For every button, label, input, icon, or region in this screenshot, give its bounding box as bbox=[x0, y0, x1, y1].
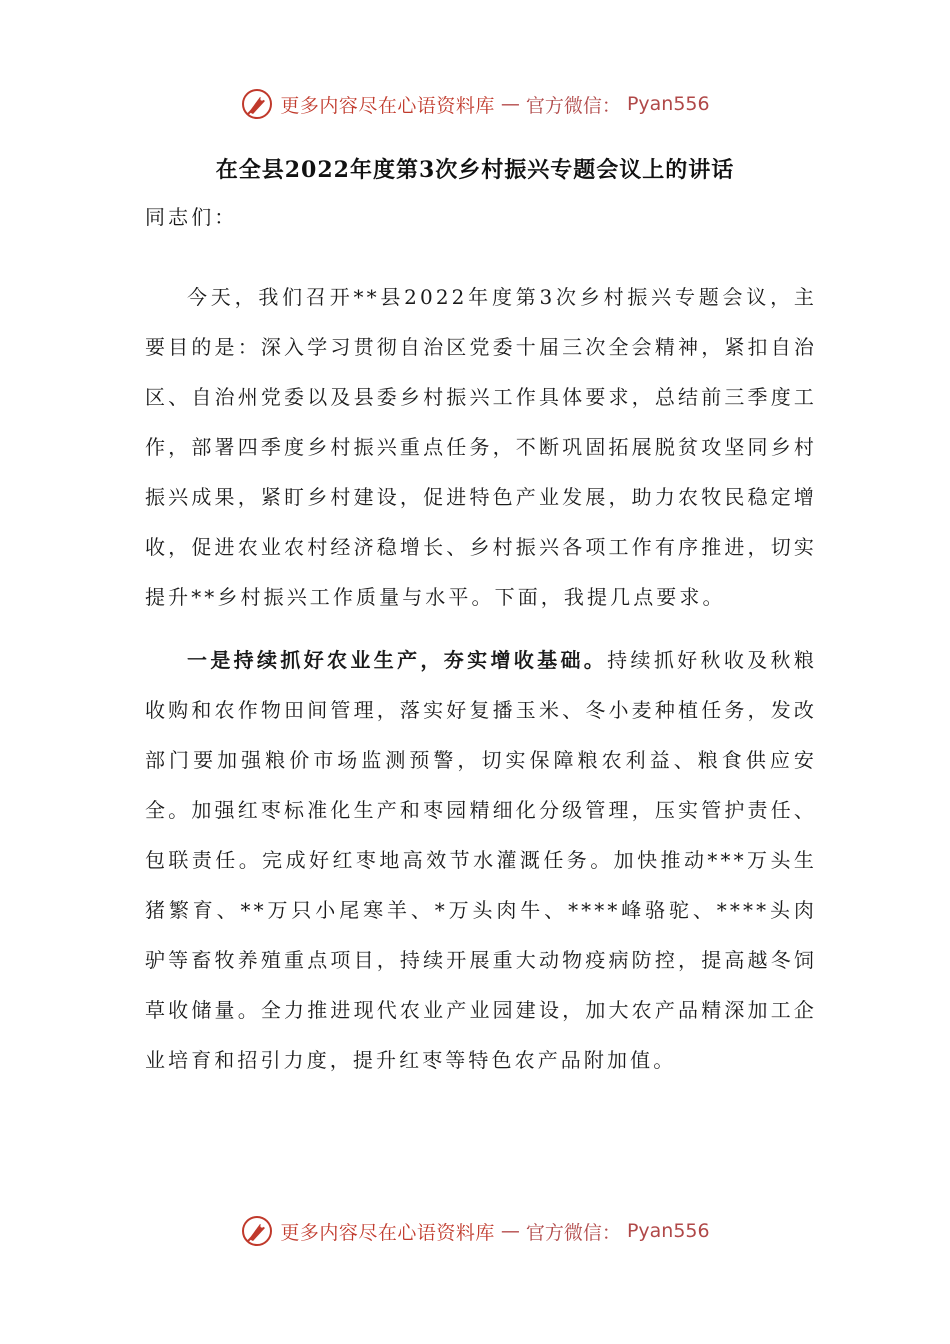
watermark-separator: — bbox=[500, 1220, 520, 1242]
watermark-text: 更多内容尽在心语资料库 bbox=[280, 1221, 495, 1244]
header-watermark bbox=[0, 84, 950, 124]
watermark-label: 官方微信： bbox=[525, 1221, 621, 1244]
paragraph-text: 今天，我们召开**县2022年度第3次乡村振兴专题会议，主要目的是：深入学习贯彻自治区党委十届三次全会精神，紧扣自治区、自治州党委以及县委乡村振兴工作具体要求，总结前三季度工作，部署四季度乡村振兴重点任务，不断巩固拓展脱贫攻坚同乡村振兴成果，紧盯乡村建设，促进特色产业发展，助力农牧民稳定增收，促进农业农村经济稳增长、乡村振兴各项工作有序推进，切实提升**乡村振兴工作质量与水平。下面，我提几点要求。 bbox=[145, 285, 817, 609]
watermark-id: Pyan556 bbox=[626, 93, 710, 115]
pen-nib-logo-icon bbox=[240, 87, 274, 121]
paragraph-intro bbox=[145, 272, 817, 622]
watermark-text: 更多内容尽在心语资料库 bbox=[280, 94, 495, 117]
watermark-separator: — bbox=[500, 93, 520, 115]
document-body bbox=[145, 192, 817, 1085]
paragraph-text: 持续抓好秋收及秋粮收购和农作物田间管理，落实好复播玉米、冬小麦种植任务，发改部门要加强粮价市场监测预警，切实保障粮农利益、粮食供应安全。加强红枣标准化生产和枣园精细化分级管理，压实管护责任、包联责任。完成好红枣地高效节水灌溉任务。加快推动***万头生猪繁育、**万只小尾寒羊、*万头肉牛、****峰骆驼、****头肉驴等畜牧养殖重点项目，持续开展重大动物疫病防控，提高越冬饲草收储量。全力推进现代农业产业园建设，加大农产品精深加工企业培育和招引力度，提升红枣等特色农产品附加值。 bbox=[145, 648, 817, 1072]
watermark-id: Pyan556 bbox=[626, 1220, 710, 1242]
document-title: 在全县2022年度第3次乡村振兴专题会议上的讲话 bbox=[215, 157, 735, 183]
pen-nib-logo-icon bbox=[240, 1214, 274, 1248]
paragraph-agriculture bbox=[145, 635, 817, 1085]
watermark-label: 官方微信： bbox=[525, 94, 621, 117]
salutation: 同志们： bbox=[145, 205, 238, 229]
paragraph-lead: 一是持续抓好农业生产，夯实增收基础。 bbox=[187, 648, 608, 672]
footer-watermark bbox=[0, 1211, 950, 1251]
